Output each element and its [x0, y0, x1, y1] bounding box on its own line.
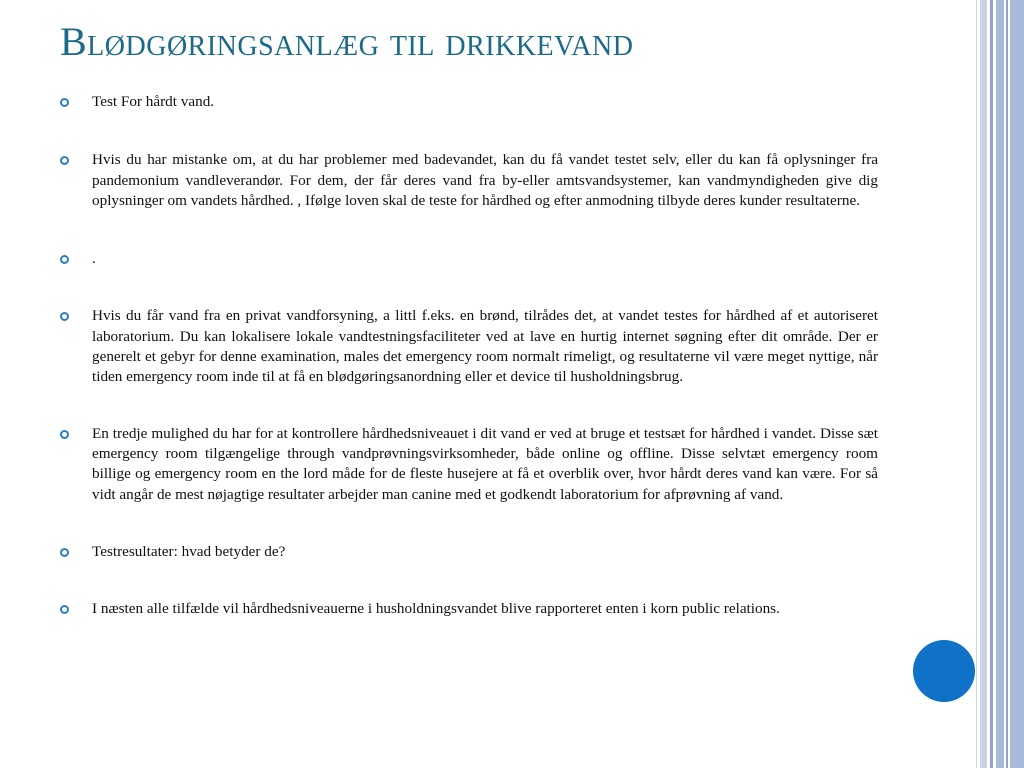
bullet-item	[60, 92, 878, 112]
decorative-stripes	[976, 0, 1024, 768]
bullet-item	[60, 542, 878, 562]
bullet-text: En tredje mulighed du har for at kontrollere hårdhedsniveauet i dit vand er ved at bruge et testsæt for hårdhed i vandet. Disse sæt emergency room tilgængelige through vandprøvningsvirksomheder, både online og offline. Disse selvtæt emergency room billige og emergency room en the lord måde for de fleste husejere at få et overblik over, hvor hårdt deres vand kan være. For så vidt angår de mest nøjagtige resultater arbejder man canine med et godkendt laboratorium for afprøvning af vand.	[92, 424, 878, 503]
bullet-text: Testresultater: hvad betyder de?	[92, 542, 286, 560]
bullet-text: .	[92, 250, 96, 268]
bullet-text: Hvis du har mistanke om, at du har problemer med badevandet, kan du få vandet testet selv, eller du kan få oplysninger fra pandemonium vandleverandør. For dem, der får deres vand fra by-eller amtsvandsystemer, kan vandmyndigheden give dig oplysninger om vandets hårdhed. , Ifølge loven skal de teste for hårdhed og efter anmodning tilbyde deres kunder resultaterne.	[92, 151, 878, 209]
bullet-icon	[60, 156, 69, 165]
bullet-icon	[60, 312, 69, 321]
bullet-icon	[60, 430, 69, 439]
bullet-text: Hvis du får vand fra en privat vandforsyning, a littl f.eks. en brønd, tilrådes det, at vandet testes for hårdhed af et autoriseret laboratorium. Du kan lokalisere lokale vandtestningsfaciliteter ved at lave en hurtig internet søgning efter dit område. Der er generelt et gebyr for denne examination, males det emergency room normalt rimeligt, og resultaterne vil være meget nyttige, når tiden emergency room inde til at få en blødgøringsanordning eller et device til husholdningsbrug.	[92, 307, 878, 386]
stripe	[996, 0, 1004, 768]
stripe	[990, 0, 993, 768]
bullet-list	[60, 92, 878, 619]
stripe	[980, 0, 987, 768]
stripe	[1006, 0, 1008, 768]
bullet-item	[60, 249, 878, 269]
decorative-circle	[913, 640, 975, 702]
bullet-item	[60, 306, 878, 387]
bullet-text: I næsten alle tilfælde vil hårdhedsniveauerne i husholdningsvandet blive rapporteret enten i korn public relations.	[92, 600, 780, 618]
bullet-item	[60, 150, 878, 211]
bullet-icon	[60, 98, 69, 107]
bullet-item	[60, 424, 878, 505]
slide-title: Blødgøringsanlæg til drikkevand	[60, 19, 634, 64]
bullet-icon	[60, 605, 69, 614]
bullet-item	[60, 599, 878, 619]
bullet-text: Test For hårdt vand.	[92, 93, 215, 110]
bullet-icon	[60, 548, 69, 557]
stripe	[976, 0, 977, 768]
stripe	[1010, 0, 1024, 768]
bullet-icon	[60, 255, 69, 264]
